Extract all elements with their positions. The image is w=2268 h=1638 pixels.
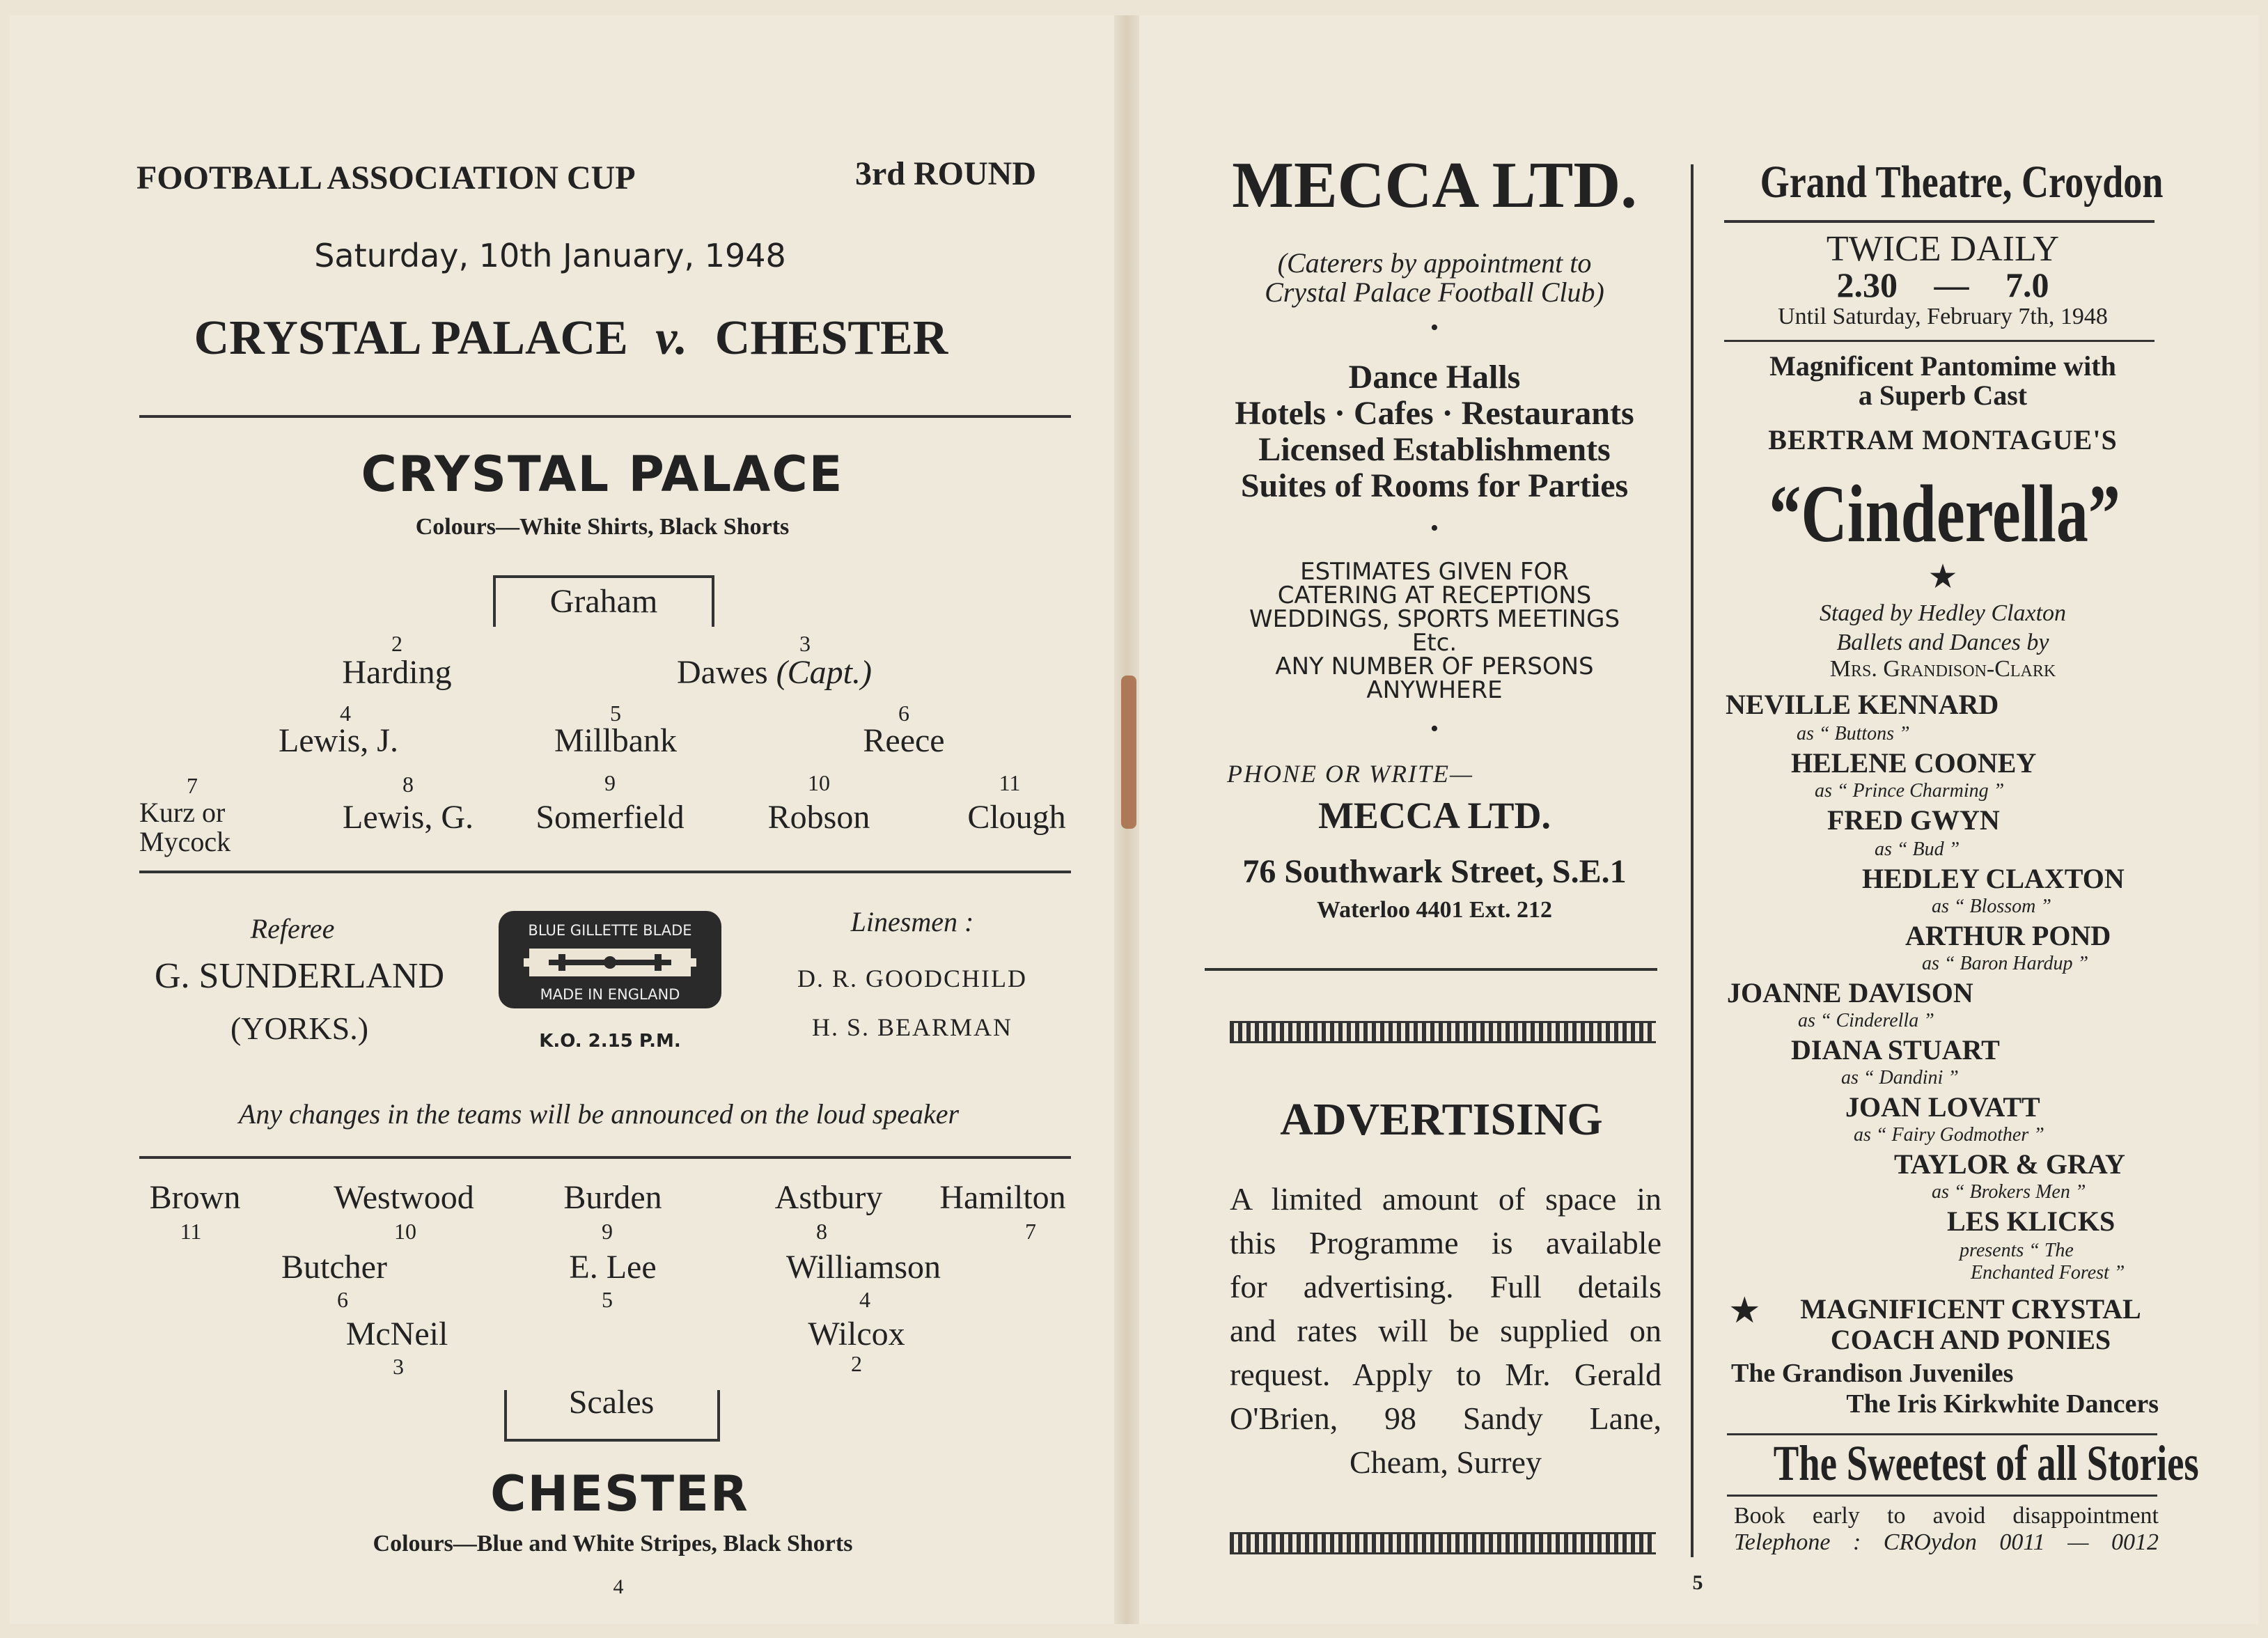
- juveniles: The Grandison Juveniles: [1731, 1359, 2014, 1388]
- service-line: Suites of Rooms for Parties: [1240, 467, 1629, 504]
- column-divider: [1691, 164, 1694, 1557]
- rule-3: [139, 1156, 1071, 1159]
- cast-role: as “ Baron Hardup ”: [1922, 953, 2089, 974]
- away-num: 7: [1025, 1219, 1036, 1244]
- theatre-title: Grand Theatre, Croydon: [1760, 157, 2164, 208]
- service-line: Hotels · Cafes · Restaurants: [1235, 395, 1634, 432]
- blade-ad-bottom: MADE IN ENGLAND: [540, 986, 680, 1003]
- away-num: 6: [337, 1287, 348, 1312]
- feature-line: COACH AND PONIES: [1830, 1324, 2111, 1355]
- away-player: Wilcox: [808, 1316, 905, 1352]
- advertising-line: O'Brien, 98 Sandy Lane,: [1230, 1401, 1661, 1436]
- time-2: 7.0: [2005, 265, 2049, 304]
- referee-county: (YORKS.): [230, 1011, 369, 1046]
- linesman-2: H. S. BEARMAN: [811, 1013, 1013, 1041]
- home-player-kurz: [139, 798, 230, 857]
- theatre-times: [1720, 265, 2166, 305]
- competition-title: FOOTBALL ASSOCIATION CUP: [136, 159, 636, 196]
- rule-theatre-4: [1727, 1495, 2157, 1497]
- book-early: Book early to avoid disappointment: [1734, 1503, 2159, 1529]
- away-player: Burden: [563, 1179, 662, 1216]
- gillette-blade-ad: [499, 911, 721, 1008]
- bullet: •: [1430, 315, 1439, 341]
- rule-1: [139, 415, 1071, 418]
- advertising-line: Cheam, Surrey: [1350, 1444, 1542, 1480]
- advertising-heading: ADVERTISING: [1280, 1094, 1603, 1145]
- home-player: Harding: [342, 654, 452, 691]
- rust-stain: [1121, 676, 1136, 829]
- fixture-away: CHESTER: [714, 311, 948, 365]
- cast-role: as “ Prince Charming ”: [1815, 780, 2005, 802]
- home-num: 4: [340, 701, 351, 726]
- away-num: 9: [602, 1219, 613, 1244]
- away-goalkeeper: Scales: [568, 1384, 655, 1421]
- cast-actor: ARTHUR POND: [1905, 920, 2111, 951]
- home-num: 3: [799, 631, 811, 656]
- rule-2: [139, 871, 1071, 873]
- home-colours: Colours—White Shirts, Black Shorts: [415, 514, 790, 540]
- theatre-until: Until Saturday, February 7th, 1948: [1778, 304, 2108, 329]
- blade-ad-top: BLUE GILLETTE BLADE: [528, 922, 692, 939]
- away-player: McNeil: [345, 1316, 448, 1352]
- star-icon: ★: [1728, 1291, 1761, 1331]
- cast-actor: HELENE COONEY: [1791, 747, 2037, 779]
- linesman-1: D. R. GOODCHILD: [797, 965, 1027, 992]
- advertising-body: [1230, 1177, 1661, 1484]
- away-player: Brown: [149, 1179, 241, 1216]
- away-player: Williamson: [785, 1249, 941, 1286]
- rule-theatre-1: [1724, 220, 2154, 223]
- panto-line-1: Magnificent Pantomime with: [1769, 350, 2116, 382]
- theatre-schedule: TWICE DAILY: [1826, 229, 2060, 269]
- cast-actor: JOANNE DAVISON: [1727, 977, 1973, 1008]
- linesmen-label: Linesmen :: [850, 906, 974, 937]
- estimate-line: CATERING AT RECEPTIONS: [1277, 582, 1592, 609]
- rule-mecca: [1205, 968, 1657, 971]
- feature-line: MAGNIFICENT CRYSTAL: [1800, 1293, 2141, 1325]
- alt-player: Mycock: [139, 826, 231, 857]
- gk-bracket-bottom: [504, 1439, 720, 1442]
- round-label: 3rd ROUND: [855, 155, 1036, 192]
- home-player: Clough: [967, 799, 1066, 836]
- away-team-name: CHESTER: [490, 1465, 749, 1522]
- home-player: Robson: [767, 799, 870, 836]
- away-player: E. Lee: [569, 1249, 657, 1286]
- fixture-title: [139, 311, 1003, 366]
- cast-role: as “ Blossom ”: [1932, 896, 2051, 917]
- away-num: 2: [851, 1351, 862, 1376]
- cast-role: as “ Dandini ”: [1841, 1067, 1959, 1089]
- mecca-title-2: MECCA LTD.: [1317, 795, 1551, 836]
- match-date: Saturday, 10th January, 1948: [314, 237, 786, 274]
- cast-actor: JOAN LOVATT: [1845, 1091, 2040, 1123]
- cast-actor: FRED GWYN: [1827, 804, 2000, 836]
- mecca-subtitle-2: Crystal Palace Football Club): [1265, 276, 1604, 308]
- rule-theatre-2: [1724, 340, 2154, 342]
- cast-actor: TAYLOR & GRAY: [1894, 1148, 2125, 1180]
- home-team-name: CRYSTAL PALACE: [361, 446, 844, 503]
- advertising-line: A limited amount of space in: [1230, 1181, 1661, 1217]
- decorative-border: [1230, 1021, 1656, 1043]
- show-title: “Cinderella”: [1769, 468, 2120, 559]
- ballets-by: Ballets and Dances by: [1836, 630, 2049, 655]
- mecca-services: [1212, 359, 1657, 504]
- decorative-border: [1230, 1532, 1656, 1554]
- away-num: 3: [393, 1354, 404, 1379]
- away-num: 10: [394, 1219, 416, 1244]
- home-player: Lewis, J.: [279, 722, 398, 759]
- fixture-home: CRYSTAL PALACE: [194, 311, 628, 365]
- time-dash: —: [1934, 265, 1969, 304]
- razor-blade-icon: [522, 944, 698, 981]
- team-changes-note: Any changes in the teams will be announced on the loud speaker: [238, 1098, 960, 1130]
- cast-role: as “ Buttons ”: [1797, 723, 1910, 744]
- home-num: 5: [610, 701, 621, 726]
- home-player: Lewis, G.: [343, 799, 474, 836]
- cast-role: as “ Bud ”: [1875, 838, 1960, 860]
- referee-name: G. SUNDERLAND: [155, 956, 444, 996]
- presenter: BERTRAM MONTAGUE'S: [1768, 424, 2118, 455]
- home-player-name: Kurz or: [139, 797, 226, 828]
- home-num: 10: [808, 770, 830, 795]
- gk-bracket-right: [712, 575, 714, 627]
- home-player: [677, 653, 872, 692]
- cast-actor: HEDLEY CLAXTON: [1862, 863, 2125, 894]
- gk-bracket-right: [717, 1390, 720, 1442]
- home-player: Millbank: [554, 722, 677, 759]
- cast-role: as “ Cinderella ”: [1798, 1010, 1934, 1031]
- estimate-line: WEDDINGS, SPORTS MEETINGS: [1249, 605, 1620, 633]
- bullet: •: [1430, 716, 1439, 742]
- phone-label: PHONE OR WRITE—: [1227, 760, 1473, 788]
- away-player: Butcher: [281, 1249, 387, 1286]
- mecca-estimates: [1212, 560, 1657, 702]
- panto-line-2: a Superb Cast: [1858, 380, 2028, 411]
- estimate-line: ESTIMATES GIVEN FOR: [1300, 558, 1569, 586]
- home-num: 8: [402, 772, 414, 797]
- staged-by: Staged by Hedley Claxton: [1819, 600, 2067, 626]
- mecca-subtitle-1: (Caterers by appointment to: [1277, 247, 1592, 279]
- away-player: Westwood: [334, 1179, 474, 1216]
- cast-role-continued: Enchanted Forest ”: [1971, 1262, 2125, 1284]
- coach-feature: [1769, 1294, 2173, 1355]
- away-player: Hamilton: [939, 1179, 1066, 1216]
- home-player-name: Dawes: [677, 654, 768, 691]
- fixture-v: v.: [655, 311, 688, 365]
- mecca-address: 76 Southwark Street, S.E.1: [1242, 853, 1627, 890]
- service-line: Dance Halls: [1348, 359, 1521, 396]
- page-number-left: 4: [613, 1575, 624, 1598]
- home-num: 6: [898, 701, 909, 726]
- gk-bracket-top: [493, 575, 714, 578]
- away-num: 11: [180, 1219, 202, 1244]
- home-player: Reece: [863, 722, 945, 759]
- away-colours: Colours—Blue and White Stripes, Black Shorts: [373, 1531, 853, 1557]
- advertising-line: for advertising. Full details: [1230, 1269, 1661, 1304]
- advertising-line: request. Apply to Mr. Gerald: [1230, 1357, 1661, 1392]
- cast-actor: LES KLICKS: [1947, 1206, 2116, 1237]
- home-player: Somerfield: [535, 799, 685, 836]
- kickoff-time: K.O. 2.15 P.M.: [539, 1031, 681, 1052]
- cast-actor: DIANA STUART: [1791, 1034, 2000, 1066]
- captain-note: (Capt.): [776, 654, 872, 691]
- estimate-line: ANY NUMBER OF PERSONS: [1275, 653, 1594, 680]
- cast-role: as “ Fairy Godmother ”: [1854, 1124, 2044, 1146]
- page-number-right: 5: [1692, 1571, 1703, 1594]
- away-player: Astbury: [774, 1179, 883, 1216]
- away-num: 5: [602, 1287, 613, 1312]
- bullet: •: [1430, 515, 1439, 541]
- home-num: 2: [391, 631, 402, 656]
- away-num: 4: [859, 1287, 870, 1312]
- home-num: 9: [604, 770, 616, 795]
- advertising-line: this Programme is available: [1230, 1225, 1661, 1261]
- referee-label: Referee: [250, 913, 335, 944]
- tagline: The Sweetest of all Stories: [1773, 1435, 2199, 1491]
- mecca-phone: Waterloo 4401 Ext. 212: [1316, 897, 1553, 923]
- away-num: 8: [816, 1219, 827, 1244]
- cast-role: presents “ The: [1960, 1240, 2074, 1261]
- cast-actor: NEVILLE KENNARD: [1726, 689, 1999, 720]
- estimate-line: ANYWHERE: [1366, 676, 1503, 704]
- mecca-title: MECCA LTD.: [1232, 149, 1637, 221]
- estimate-line: Etc.: [1411, 629, 1457, 657]
- service-line: Licensed Establishments: [1258, 431, 1611, 468]
- ballets-by-name: Mrs. Grandison-Clark: [1829, 656, 2056, 682]
- home-num: 11: [999, 770, 1021, 795]
- home-goalkeeper: Graham: [549, 583, 658, 620]
- advertising-line: and rates will be supplied on: [1230, 1313, 1661, 1348]
- theatre-telephone: Telephone : CROydon 0011 — 0012: [1734, 1529, 2159, 1555]
- home-num: 7: [187, 773, 198, 798]
- cast-role: as “ Brokers Men ”: [1932, 1181, 2086, 1203]
- star-icon: ★: [1927, 559, 1958, 595]
- dancers: The Iris Kirkwhite Dancers: [1846, 1389, 2159, 1419]
- time-1: 2.30: [1836, 265, 1898, 304]
